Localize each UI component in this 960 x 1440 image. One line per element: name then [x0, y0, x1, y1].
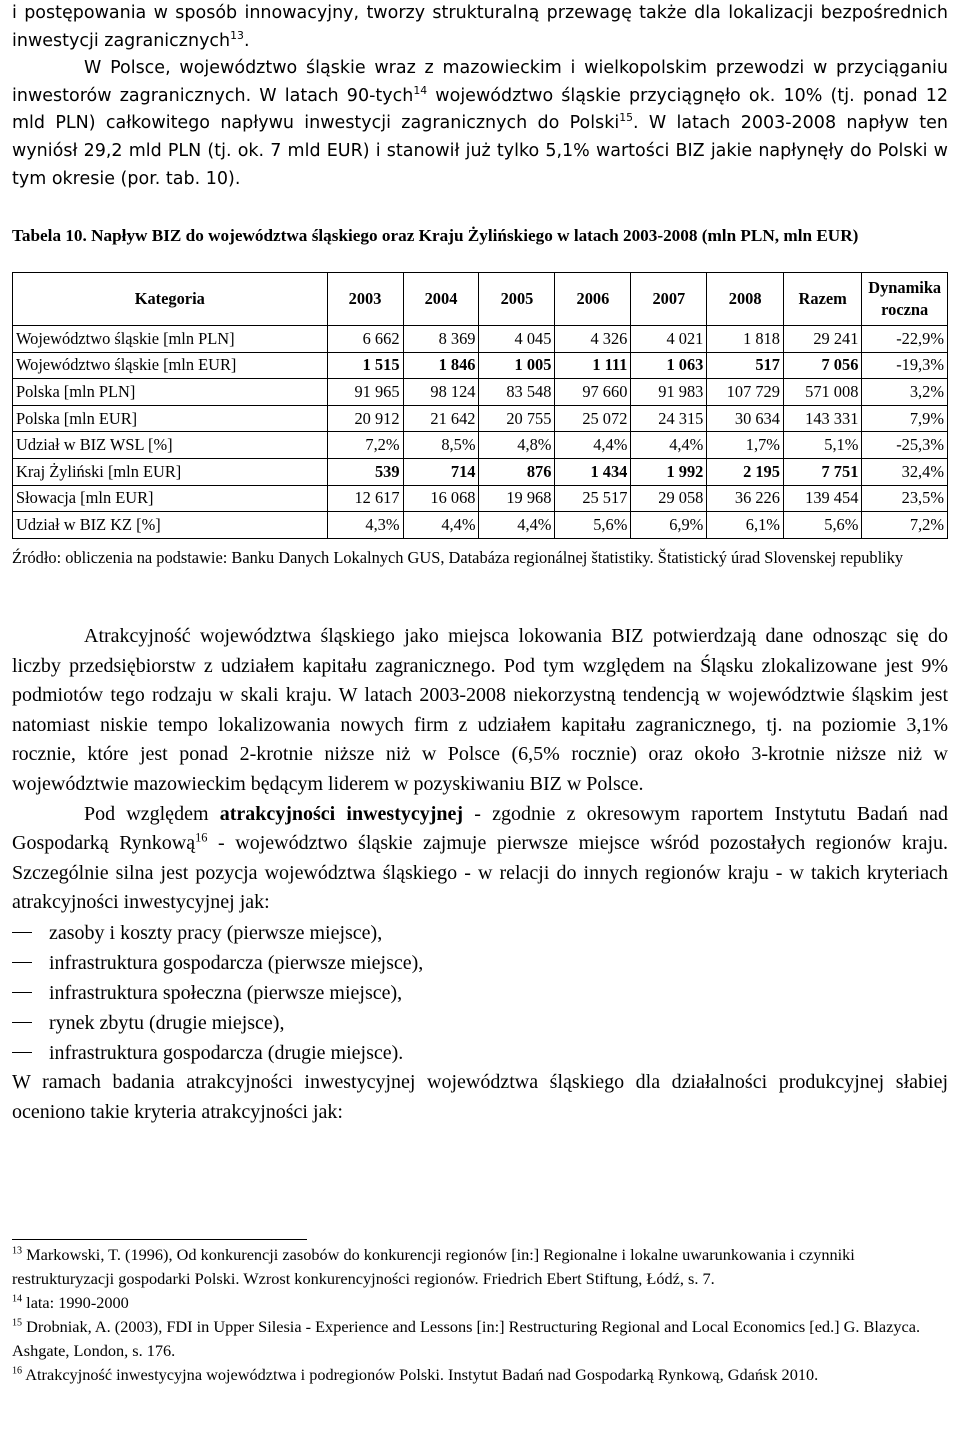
value-cell: 7,9%: [862, 405, 948, 432]
value-cell: 5,6%: [555, 512, 631, 539]
table-row: [13, 432, 948, 459]
value-cell: 7 056: [783, 352, 861, 379]
footnote-separator: [12, 1239, 307, 1240]
footnote-13: $^{13}$ Markowski, T. (1996), Od konkurencji zasobów do konkurencji regionów [in:] Regionalne i lokalne uwarunkowania i czynniki restrukturyzacji gospodarki Polski. Wzrost konkurencyjności regionów. Friedrich Ebert Stiftung, Łódź, s. 7.: [12, 1245, 855, 1288]
criteria-list: [12, 918, 948, 1068]
value-cell: -25,3%: [862, 432, 948, 459]
value-cell: 6 662: [327, 326, 403, 353]
body-section: [12, 622, 948, 1127]
value-cell: 139 454: [783, 485, 861, 512]
value-cell: 21 642: [403, 405, 479, 432]
value-cell: 4 045: [479, 326, 555, 353]
table-body: [13, 326, 948, 539]
dash-bullet-icon: [12, 992, 32, 993]
intro-paragraph-1: i postępowania w sposób innowacyjny, tworzy strukturalną przewagę także dla lokalizacji bezpośrednich inwestycji zagranicznych$^{13}$.: [12, 3, 948, 51]
value-cell: 1 063: [631, 352, 707, 379]
value-cell: 107 729: [707, 379, 784, 406]
header-cell: 2005: [479, 273, 555, 326]
bold-term: atrakcyjności inwestycyjnej: [219, 802, 464, 825]
value-cell: 7,2%: [327, 432, 403, 459]
header-cell: 2007: [631, 273, 707, 326]
table-header-row: [13, 273, 948, 326]
dash-bullet-icon: [12, 962, 32, 963]
footnote-ref-14[interactable]: 14: [413, 83, 428, 97]
row-label-cell: Polska [mln PLN]: [13, 379, 328, 406]
table-row: [13, 379, 948, 406]
value-cell: 5,1%: [783, 432, 861, 459]
row-label-cell: Województwo śląskie [mln EUR]: [13, 352, 328, 379]
list-item: infrastruktura gospodarcza (pierwsze miejsce),: [12, 948, 948, 978]
value-cell: 25 517: [555, 485, 631, 512]
value-cell: 8,5%: [403, 432, 479, 459]
value-cell: -19,3%: [862, 352, 948, 379]
value-cell: -22,9%: [862, 326, 948, 353]
value-cell: 1 992: [631, 458, 707, 485]
value-cell: 32,4%: [862, 458, 948, 485]
value-cell: 36 226: [707, 485, 784, 512]
row-label-cell: Słowacja [mln EUR]: [13, 485, 328, 512]
header-cell: 2003: [327, 273, 403, 326]
footnote-15: $^{15}$ Drobniak, A. (2003), FDI in Upper Silesia - Experience and Lessons [in:] Restructuring Regional and Local Economics [ed.] G. Blazyca. Ashgate, London, s. 176.: [12, 1317, 921, 1360]
footnotes: [12, 1243, 948, 1387]
value-cell: 4,4%: [479, 512, 555, 539]
value-cell: 2 195: [707, 458, 784, 485]
value-cell: 1 846: [403, 352, 479, 379]
value-cell: 25 072: [555, 405, 631, 432]
value-cell: 91 983: [631, 379, 707, 406]
list-item: infrastruktura gospodarcza (drugie miejsce).: [12, 1038, 948, 1068]
value-cell: 4,8%: [479, 432, 555, 459]
header-cell: 2006: [555, 273, 631, 326]
footnote-16: $^{16}$ Atrakcyjność inwestycyjna województwa i podregionów Polski. Instytut Badań nad Gospodarką Rynkową, Gdańsk 2010.: [12, 1365, 819, 1384]
value-cell: 4,4%: [403, 512, 479, 539]
value-cell: 1,7%: [707, 432, 784, 459]
value-cell: 1 818: [707, 326, 784, 353]
value-cell: 1 434: [555, 458, 631, 485]
list-item: rynek zbytu (drugie miejsce),: [12, 1008, 948, 1038]
value-cell: 4,3%: [327, 512, 403, 539]
dash-bullet-icon: [12, 932, 32, 933]
row-label-cell: Województwo śląskie [mln PLN]: [13, 326, 328, 353]
value-cell: 24 315: [631, 405, 707, 432]
list-item: infrastruktura społeczna (pierwsze miejsce),: [12, 978, 948, 1008]
header-cell: 2004: [403, 273, 479, 326]
row-label-cell: Udział w BIZ WSL [%]: [13, 432, 328, 459]
value-cell: 98 124: [403, 379, 479, 406]
row-label-cell: Kraj Żyliński [mln EUR]: [13, 458, 328, 485]
footnote-ref-16[interactable]: 16: [195, 830, 208, 845]
dash-bullet-icon: [12, 1022, 32, 1023]
value-cell: 4,4%: [555, 432, 631, 459]
value-cell: 1 005: [479, 352, 555, 379]
value-cell: 4,4%: [631, 432, 707, 459]
value-cell: 3,2%: [862, 379, 948, 406]
table-row: [13, 458, 948, 485]
footnote-ref-13[interactable]: 13: [230, 28, 244, 42]
value-cell: 714: [403, 458, 479, 485]
fdi-table: [12, 272, 948, 539]
table-source-note: Źródło: obliczenia na podstawie: Banku Danych Lokalnych GUS, Databáza regionálnej štatistiky. Štatistický úrad Slovenskej republiky: [12, 548, 904, 567]
value-cell: 4 021: [631, 326, 707, 353]
row-label-cell: Polska [mln EUR]: [13, 405, 328, 432]
value-cell: 83 548: [479, 379, 555, 406]
header-cell: Kategoria: [13, 273, 328, 326]
table-row: [13, 326, 948, 353]
value-cell: 29 241: [783, 326, 861, 353]
dash-bullet-icon: [12, 1052, 32, 1053]
value-cell: 20 755: [479, 405, 555, 432]
value-cell: 7 751: [783, 458, 861, 485]
value-cell: 6,9%: [631, 512, 707, 539]
list-item: zasoby i koszty pracy (pierwsze miejsce),: [12, 918, 948, 948]
table-caption: Tabela 10. Napływ BIZ do województwa śląskiego oraz Kraju Żylińskiego w latach 2003-2008 (mln PLN, mln EUR): [12, 226, 859, 245]
value-cell: 7,2%: [862, 512, 948, 539]
document-page: [12, 0, 949, 1384]
value-cell: 143 331: [783, 405, 861, 432]
footnote-ref-15[interactable]: 15: [619, 111, 634, 125]
table-row: [13, 352, 948, 379]
value-cell: 1 111: [555, 352, 631, 379]
value-cell: 97 660: [555, 379, 631, 406]
header-cell: Razem: [783, 273, 861, 326]
value-cell: 8 369: [403, 326, 479, 353]
value-cell: 6,1%: [707, 512, 784, 539]
table-row: [13, 405, 948, 432]
body-paragraph-3: Atrakcyjność województwa śląskiego jako miejsca lokowania BIZ potwierdzają dane odnosząc się do liczby przedsiębiorstw z udziałem kapitału zagranicznego. Pod tym względem na Śląsku zlokalizowane jest 9% podmiotów tego rodzaju w skali kraju. W latach 2003-2008 niekorzystną tendencją w województwie śląskim jest natomiast niskie tempo lokalizowania nowych firm z udziałem kapitału zagranicznego, tj. na poziomie 3,1% rocznie, które jest ponad 2-krotnie niższe niż w Polsce (6,5% rocznie) oraz około 3-krotnie niższe niż w województwie mazowieckim będącym liderem w pozyskiwaniu BIZ w Polsce.: [12, 625, 948, 795]
value-cell: 539: [327, 458, 403, 485]
value-cell: 5,6%: [783, 512, 861, 539]
header-cell: 2008: [707, 273, 784, 326]
table-row: [13, 485, 948, 512]
value-cell: 29 058: [631, 485, 707, 512]
footnote-14: $^{14}$ lata: 1990-2000: [12, 1293, 129, 1312]
value-cell: 30 634: [707, 405, 784, 432]
body-paragraph-5: W ramach badania atrakcyjności inwestycyjnej województwa śląskiego dla działalności produkcyjnej słabiej oceniono takie kryteria atrakcyjności jak:: [12, 1070, 948, 1123]
value-cell: 20 912: [327, 405, 403, 432]
value-cell: 23,5%: [862, 485, 948, 512]
header-cell: Dynamika roczna: [862, 273, 948, 326]
value-cell: 19 968: [479, 485, 555, 512]
value-cell: 16 068: [403, 485, 479, 512]
value-cell: 12 617: [327, 485, 403, 512]
row-label-cell: Udział w BIZ KZ [%]: [13, 512, 328, 539]
value-cell: 571 008: [783, 379, 861, 406]
table-row: [13, 512, 948, 539]
value-cell: 876: [479, 458, 555, 485]
intro-paragraph-2: W Polsce, województwo śląskie wraz z mazowieckim i wielkopolskim przewodzi w przyciąganiu inwestorów zagranicznych. W latach 90-tych$^{14}$ województwo śląskie przyciągnęło ok. 10% (tj. ponad 12 mld PLN) całkowitego napływu inwestycji zagranicznych do Polski$^{15}$. W latach 2003-2008 napływ ten wyniósł 29,2 mld PLN (tj. ok. 7 mld EUR) i stanowił już tylko 5,1% wartości BIZ jakie napłynęły do Polski w tym okresie (por. tab. 10).: [12, 58, 948, 189]
value-cell: 91 965: [327, 379, 403, 406]
value-cell: 1 515: [327, 352, 403, 379]
body-paragraph-4: Pod względem atrakcyjności inwestycyjnej - zgodnie z okresowym raportem Instytutu Badań nad Gospodarką Rynkową$^{16}$ - województwo śląskie zajmuje pierwsze miejsce wśród pozostałych regionów kraju. Szczególnie silna jest pozycja województwa śląskiego - w relacji do innych regionów kraju - w takich kryteriach atrakcyjności inwestycyjnej jak:: [12, 802, 949, 914]
value-cell: 517: [707, 352, 784, 379]
value-cell: 4 326: [555, 326, 631, 353]
